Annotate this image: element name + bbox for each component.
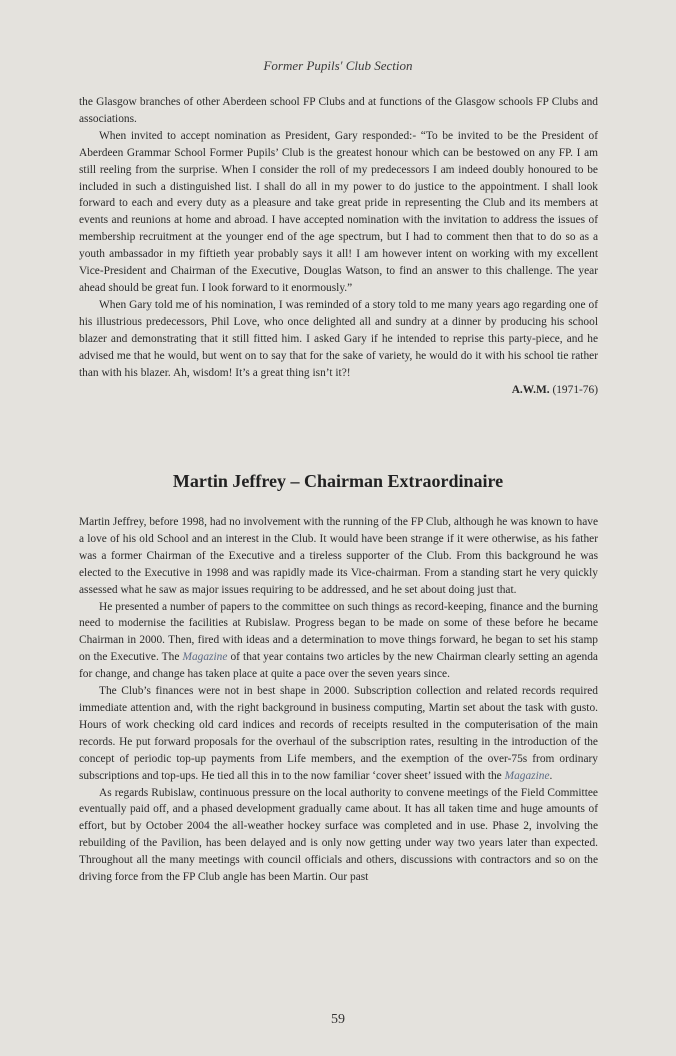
article-heading: Martin Jeffrey – Chairman Extraordinaire [172,471,504,491]
martin-jeffrey-article [79,514,598,886]
magazine-title: Magazine [504,769,550,782]
paragraph: As regards Rubislaw, continuous pressure on the local authority to convene meetings of the Field Committee eventually paid off, and a phased development gradually came about. It has all taken time and huge amounts of effort, but by October 2004 the all-weather hockey surface was completed and in use. Phase 2, involving the rebuilding of the Pavilion, has been delayed and is only now getting under way two years later than expected. Throughout all the many meetings with council officials and others, discussions with contractors and so on the driving force from the FP Club angle has been Martin. Our past [79,786,598,884]
paragraph [79,599,598,684]
paragraph [79,683,598,784]
paragraph: the Glasgow branches of other Aberdeen school FP Clubs and at functions of the Glasgow schools FP Clubs and associations. [79,96,598,125]
signature-initials: A.W.M. [511,384,550,397]
presidency-article-continuation [79,94,598,399]
paragraph: When Gary told me of his nomination, I was reminded of a story told to me many years ago regarding one of his illustrious predecessors, Phil Love, who once delighted all and sundry at a dinner by producing his school blazer and demonstrating that it still fitted him. I asked Gary if he intended to reprise this party-piece, and he advised me that he would, but went on to say that for the sake of variety, he would do it with his school tie rather than with his blazer. Ah, wisdom! It’s a great thing isn’t it?! [79,298,598,379]
text-run: of that year contains two articles by the new Chairman clearly setting an agenda for change, and change has taken place at quite a pace over the seven years since. [79,651,598,681]
magazine-title: Magazine [182,651,228,664]
paragraph: Martin Jeffrey, before 1998, had no involvement with the running of the FP Club, although he was known to have a love of his old School and an interest in the Club. It would have been strange if it were otherwise, as his father was a former Chairman of the Executive and a tireless supporter of the Club. From this background he was elected to the Executive in 1998 and was rapidly made its Vice-chairman. From a standing start he very quickly assessed what he saw as major issues requiring to be addressed, and he set about doing just that. [79,516,598,596]
text-run: The Club’s finances were not in best shape in 2000. Subscription collection and related records required immediate attention and, with the right background in business computing, Martin set about the task with gusto. Hours of work checking old card indices and records of receipts resulted in the computerisation of the main records. He put forward proposals for the overhaul of the subscription rates, resulting in the introduction of the concept of periodic top-up payments from Life members, and the exemption of the over-75s from ordinary subscriptions and top-ups. He tied all this in to the now familiar ‘cover sheet’ issued with the [79,685,598,782]
paragraph: When invited to accept nomination as President, Gary responded:- “To be invited to be the President of Aberdeen Grammar School Former Pupils’ Club is the greatest honour which can be bestowed on any FP. I am still reeling from the surprise. When I consider the roll of my predecessors I am indeed doubly honoured to be included in such a distinguished list. I shall do all in my power to do justice to the appointment. I shall look forward to each and every duty as a pleasure and take great pride in representing the Club and its members at events and reunions at home and abroad. I have accepted nomination with the invitation to address the issues of membership recruitment at the younger end of the age spectrum, but I had to comment then that to do so as a youth ambassador in my fiftieth year probably says it all! I am however intent on working with my excellent Vice-President and Chairman of the Executive, Douglas Watson, to find an answer to this challenge. The year ahead should be great fun. I look forward to it enormously.” [79,129,598,294]
text-run: He presented a number of papers to the committee on such things as record-keeping, finance and the burning need to modernise the facilities at Rubislaw. Progress began to be made on some of these before he became Chairman in 2000. Then, fired with ideas and a determination to move things forward, he began to set his stamp on the Executive. The [79,600,598,664]
page-number: 59 [331,1012,345,1027]
signature-years: (1971-76) [552,384,598,397]
running-head: Former Pupils' Club Section [263,58,413,73]
text-run: . [549,769,553,782]
author-signature [79,382,598,399]
